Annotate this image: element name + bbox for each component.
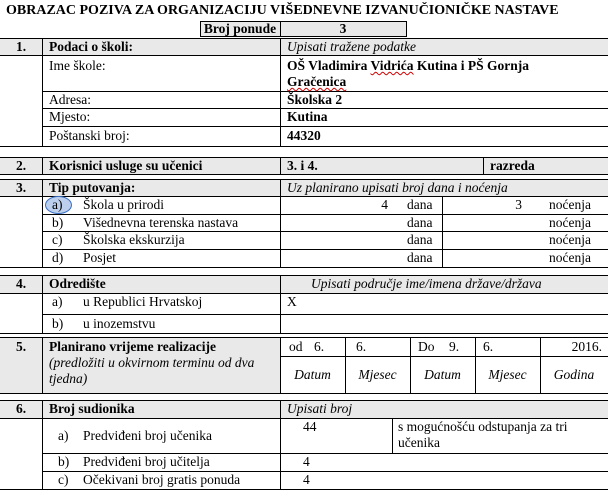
participant-note: s mogućnošću odstupanja za tri učenika	[398, 419, 568, 450]
trip-label: Višednevna terenska nastava	[83, 215, 239, 230]
to-month[interactable]: 6.	[483, 339, 494, 354]
trip-label: Škola u prirodi	[83, 197, 164, 212]
grade-suffix: razreda	[490, 158, 535, 173]
month-caption: Mjesec	[488, 367, 527, 382]
section-4-number: 4.	[16, 276, 27, 291]
destination-letter: b)	[52, 316, 64, 331]
participant-label: Predviđeni broj učitelja	[83, 454, 210, 469]
to-day[interactable]: 9.	[449, 339, 460, 354]
trip-label: Posjet	[83, 250, 117, 265]
section-3-heading: Tip putovanja:	[49, 180, 136, 195]
trip-letter: c)	[52, 232, 63, 247]
section-6-number: 6.	[16, 401, 27, 416]
city-label: Mjesto:	[49, 109, 91, 124]
from-day[interactable]: 6.	[314, 339, 325, 354]
destination-letter: a)	[52, 294, 63, 309]
section-3-number: 3.	[16, 180, 27, 195]
section-5-hint: (predložiti u okvirnom terminu od dva tjedna)	[49, 355, 255, 386]
address-label: Adresa:	[49, 92, 91, 107]
trip-days-label: dana	[407, 215, 433, 230]
destination-value[interactable]: X	[287, 294, 297, 309]
section-1-heading: Podaci o školi:	[49, 39, 134, 54]
participant-label: Očekivani broj gratis ponuda	[83, 472, 241, 487]
section-2-number: 2.	[16, 158, 27, 173]
year[interactable]: 2016.	[571, 339, 602, 354]
participant-value[interactable]: 4	[303, 454, 310, 469]
trip-nights-label: noćenja	[549, 197, 591, 212]
trip-nights-label: noćenja	[549, 215, 591, 230]
participant-letter: c)	[58, 472, 69, 487]
trip-nights-value[interactable]: 3	[515, 197, 522, 212]
offer-number-value[interactable]: 3	[339, 21, 347, 36]
city-value[interactable]: Kutina	[287, 109, 328, 124]
school-name-line1[interactable]: OŠ Vladimira Vidrića Kutina i PŠ Gornja	[287, 58, 530, 73]
trip-days-label: dana	[407, 232, 433, 247]
participant-letter: b)	[58, 454, 70, 469]
from-month[interactable]: 6.	[356, 339, 367, 354]
participant-letter: a)	[58, 428, 69, 443]
section-6-hint: Upisati broj	[287, 401, 353, 416]
date-caption: Datum	[294, 367, 331, 382]
grade-value[interactable]: 3. i 4.	[287, 158, 318, 173]
destination-label: u Republici Hrvatskoj	[83, 294, 203, 309]
trip-letter: a)	[52, 197, 63, 212]
participant-value[interactable]: 44	[303, 419, 317, 434]
trip-label: Školska ekskurzija	[83, 232, 185, 247]
trip-letter: b)	[52, 215, 64, 230]
participant-label: Predviđeni broj učenika	[83, 428, 212, 443]
zip-value[interactable]: 44320	[287, 128, 321, 143]
section-5-number: 5.	[16, 339, 27, 354]
from-label: od	[289, 339, 303, 354]
form-title: OBRAZAC POZIVA ZA ORGANIZACIJU VIŠEDNEVNE IZVANUČIONIČKE NASTAVE	[6, 3, 559, 18]
participant-value[interactable]: 4	[303, 472, 310, 487]
section-4-hint: Upisati područje ime/imena države/država	[311, 276, 542, 291]
section-2-heading: Korisnici usluge su učenici	[49, 158, 203, 173]
school-name-line2[interactable]: Gračenica	[287, 74, 347, 89]
section-3-hint: Uz planirano upisati broj dana i noćenja	[287, 180, 508, 195]
section-1-hint: Upisati tražene podatke	[287, 39, 416, 54]
year-caption: Godina	[553, 367, 595, 382]
section-6-heading: Broj sudionika	[49, 401, 135, 416]
month-caption: Mjesec	[358, 367, 397, 382]
trip-days-value[interactable]: 4	[381, 197, 388, 212]
trip-days-label: dana	[407, 197, 433, 212]
offer-number-label: Broj ponude	[203, 21, 277, 36]
trip-nights-label: noćenja	[549, 250, 591, 265]
trip-days-label: dana	[407, 250, 433, 265]
trip-nights-label: noćenja	[549, 232, 591, 247]
section-5-heading: Planirano vrijeme realizacije	[49, 339, 216, 354]
school-name-label: Ime škole:	[49, 58, 106, 73]
address-value[interactable]: Školska 2	[287, 92, 343, 107]
zip-label: Poštanski broj:	[49, 128, 130, 143]
section-1-number: 1.	[16, 39, 27, 54]
trip-letter: d)	[52, 250, 64, 265]
section-4-heading: Odredište	[49, 276, 106, 291]
date-caption: Datum	[424, 367, 461, 382]
to-label: Do	[418, 339, 435, 354]
destination-label: u inozemstvu	[83, 316, 156, 331]
